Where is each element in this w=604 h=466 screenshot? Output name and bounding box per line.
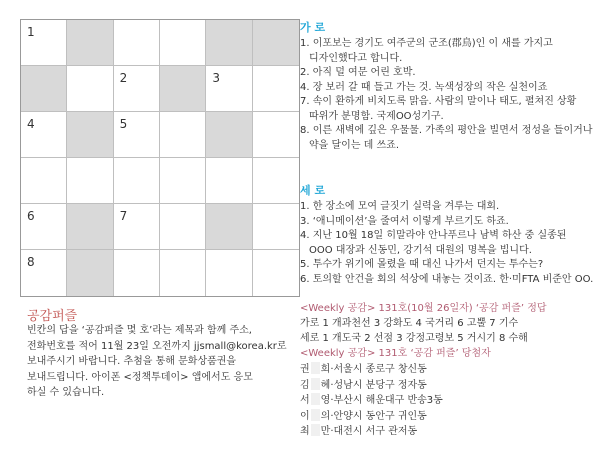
- sero-clue: 5. 투수가 위기에 몰렸을 때 대신 나가서 던지는 투수는?: [300, 259, 544, 270]
- grid-cell: [206, 204, 252, 250]
- grid-cell: [21, 66, 67, 112]
- grid-cell: [114, 112, 160, 158]
- instruction-line: 하실 수 있습니다.: [27, 387, 105, 398]
- winners-list: [300, 362, 600, 440]
- grid-cell: [206, 20, 252, 66]
- cell-number: 5: [119, 117, 128, 131]
- grid-cell: [253, 250, 299, 296]
- grid-cell: [160, 66, 206, 112]
- garo-clue: 7. 속이 환하게 비치도록 맑음. 사람의 말이나 태도, 펼쳐진 상황: [300, 96, 577, 107]
- winner-surname: 최: [300, 426, 310, 437]
- garo-clue: 8. 이른 새벽에 깊은 우물물. 가족의 평안을 빌면서 정성을 들이거나: [300, 125, 593, 136]
- sero-clue: 4. 지난 10월 18일 히말라야 안나푸르나 남벽 하산 중 실종된: [300, 230, 567, 241]
- grid-cell: [206, 112, 252, 158]
- garo-clues: [300, 19, 600, 153]
- grid-cell: [206, 158, 252, 204]
- winner-entry: [300, 424, 600, 440]
- instruction-line: 빈칸의 답을 ‘공감퍼즐 몇 호’라는 제목과 함께 주소,: [27, 325, 252, 336]
- grid-cell: [253, 158, 299, 204]
- name-mask: [311, 424, 320, 436]
- garo-clue: 2. 아직 덜 여문 어린 호박.: [300, 67, 416, 78]
- winner-entry: [300, 409, 600, 425]
- cell-number: 1: [27, 25, 35, 39]
- garo-clue-list: [300, 37, 600, 153]
- cell-number: 7: [119, 209, 128, 223]
- name-mask: [311, 393, 320, 405]
- garo-clue: 4. 장 보러 갈 때 들고 가는 것. 녹색성장의 작은 실천이죠: [300, 81, 548, 93]
- grid-cell: [67, 158, 113, 204]
- weekly-results: [300, 301, 600, 440]
- grid-cell: [114, 158, 160, 204]
- answer-header: <Weekly 공감> 131호(10월 26일자) ‘공감 퍼즐’ 정답: [300, 303, 547, 314]
- cell-number: 3: [212, 71, 220, 85]
- grid-cell: [253, 204, 299, 250]
- grid-cell: [21, 250, 67, 296]
- grid-cell: [67, 112, 113, 158]
- grid-cell: [206, 66, 252, 112]
- sero-clue: OOO 대장과 신동민, 강기석 대원의 명복을 빕니다.: [309, 244, 532, 256]
- sero-clue: 6. 토의할 안건을 회의 석상에 내놓는 것이죠. 한·미FTA 비준안 OO.: [300, 273, 594, 285]
- grid-cell: [253, 20, 299, 66]
- winner-surname: 김: [300, 379, 310, 391]
- winner-entry: [300, 393, 600, 409]
- winner-detail: 혜·성남시 분당구 정자동: [320, 379, 427, 391]
- grid-cell: [21, 112, 67, 158]
- instruction-line: 보내주시기 바랍니다. 추첨을 통해 문화상품권을: [27, 356, 237, 367]
- cell-number: 2: [119, 71, 128, 85]
- winner-detail: 희·서울시 종로구 창신동: [320, 364, 427, 375]
- grid-cell: [160, 20, 206, 66]
- winner-entry: [300, 362, 600, 378]
- grid-cell: [67, 20, 113, 66]
- grid-cell: [67, 250, 113, 296]
- winners-header: <Weekly 공감> 131호 ‘공감 퍼즐’ 당첨자: [300, 348, 491, 359]
- cell-number: 8: [27, 255, 35, 269]
- cell-number: 6: [27, 209, 35, 223]
- instruction-line: 전화번호를 적어 11월 23일 오전까지 jjsmall@korea.kr로: [27, 340, 287, 352]
- grid-cell: [160, 112, 206, 158]
- winner-surname: 권: [300, 364, 310, 375]
- winner-detail: 만·대전시 서구 관저동: [320, 426, 418, 437]
- garo-title: 가 로: [300, 21, 326, 34]
- grid-cell: [21, 158, 67, 204]
- sero-title: 세 로: [300, 184, 326, 197]
- name-mask: [311, 362, 320, 374]
- garo-clue: 1. 이포보는 경기도 여주군의 군조(郡鳥)인 이 새를 가지고: [300, 38, 553, 49]
- grid-cell: [21, 204, 67, 250]
- name-mask: [311, 378, 320, 390]
- grid-cell: [114, 250, 160, 296]
- grid-cell: [160, 204, 206, 250]
- grid-cell: [114, 20, 160, 66]
- grid-cell: [67, 66, 113, 112]
- name-mask: [311, 409, 320, 421]
- winner-surname: 서: [300, 395, 310, 406]
- winner-surname: 이: [300, 410, 310, 422]
- sero-clues: [300, 182, 600, 287]
- garo-clue: 약을 달이는 데 쓰죠.: [309, 139, 399, 151]
- sero-clue: 3. ‘애니메이션’을 줄여서 이렇게 부르기도 하죠.: [300, 215, 509, 227]
- cell-number: 4: [27, 117, 35, 131]
- grid-cell: [114, 66, 160, 112]
- grid-cell: [67, 204, 113, 250]
- puzzle-title: 공감퍼즐: [27, 309, 78, 324]
- grid-cell: [114, 204, 160, 250]
- sero-clue-list: [300, 200, 600, 287]
- grid-cell: [160, 250, 206, 296]
- winner-detail: 의·안양시 동안구 귀인동: [320, 410, 427, 422]
- grid-cell: [206, 250, 252, 296]
- grid-cell: [160, 158, 206, 204]
- instruction-line: 보내드립니다. 아이폰 <정책투데이> 앱에서도 응모: [27, 371, 253, 383]
- answer-sero: 세로 1 개도국 2 선점 3 강정고령보 5 거시기 8 수해: [300, 333, 528, 344]
- puzzle-instructions: [27, 323, 312, 401]
- winner-entry: [300, 378, 600, 394]
- grid-cell: [21, 20, 67, 66]
- crossword-grid: [20, 19, 300, 297]
- sero-clue: 1. 한 장소에 모여 글짓기 실력을 겨루는 대회.: [300, 201, 500, 212]
- winner-detail: 영·부산시 해운대구 반송3동: [320, 395, 443, 406]
- grid-cell: [253, 66, 299, 112]
- garo-clue: 디자인했다고 합니다.: [309, 52, 403, 64]
- grid-cell: [253, 112, 299, 158]
- garo-clue: 따위가 분명함. 국제OO성기구.: [309, 110, 444, 122]
- answer-garo: 가로 1 개과천선 3 강화도 4 국거리 6 고뿔 7 기수: [300, 318, 519, 329]
